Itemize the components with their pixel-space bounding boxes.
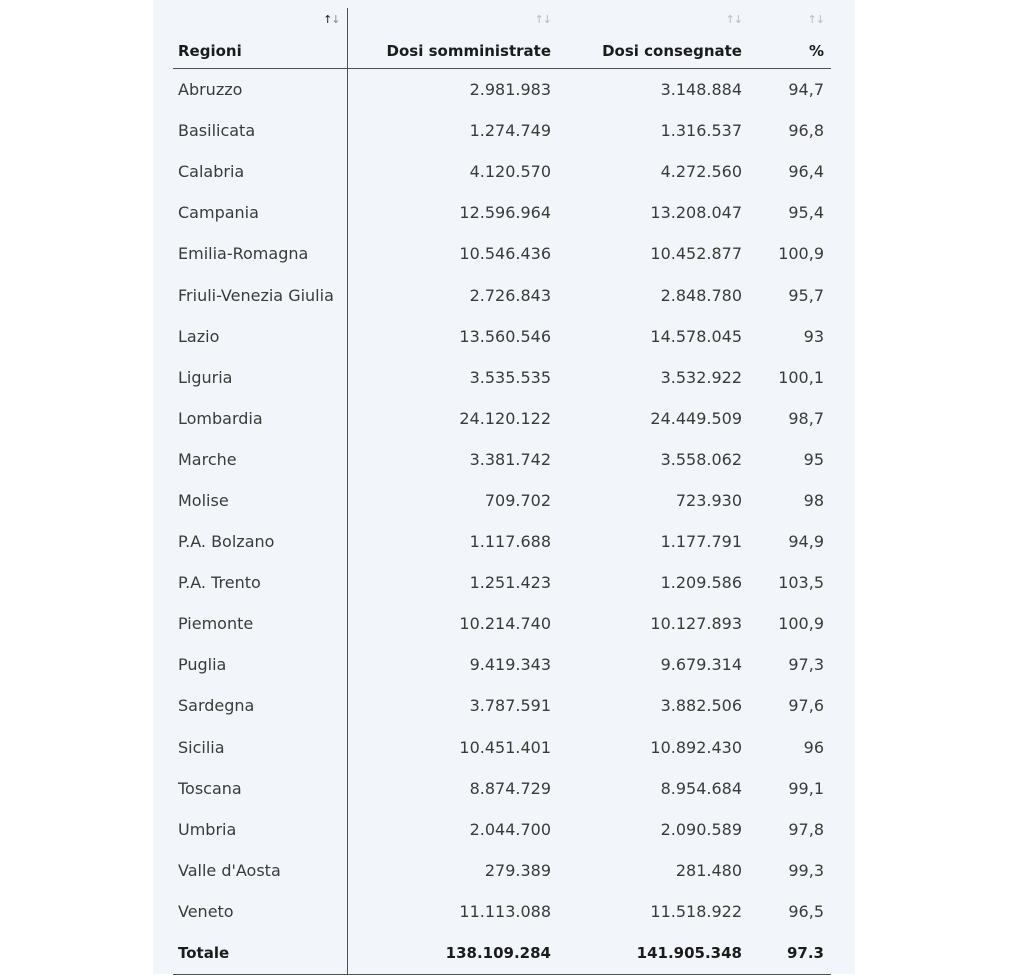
region-name: Lombardia [173,398,347,439]
doses-delivered: 24.449.509 [650,408,742,428]
table-row [173,850,831,891]
doses-delivered: 14.578.045 [650,326,742,346]
percent-value: 96,8 [788,121,824,141]
percent-value: 100,9 [778,244,824,264]
region-name: P.A. Trento [173,562,347,603]
table-row [173,685,831,726]
doses-administered: 2.981.983 [469,80,551,100]
table-row [173,562,831,603]
region-name: Molise [173,480,347,521]
total-administered: 138.109.284 [347,932,558,975]
doses-administered: 3.787.591 [469,696,551,716]
doses-delivered: 3.532.922 [660,367,742,387]
region-name: Sardegna [173,685,347,726]
column-header-percent-label: % [808,42,824,60]
percent-value: 97,6 [788,696,824,716]
total-row [173,932,831,975]
table-row [173,603,831,644]
vaccine-doses-table [173,8,831,975]
region-name: Campania [173,192,347,233]
sort-arrows-icon[interactable]: ↑↓ [323,13,340,26]
table-row [173,768,831,809]
region-name: Basilicata [173,110,347,151]
doses-administered: 1.117.688 [469,532,551,552]
table-row [173,439,831,480]
table-row [173,398,831,439]
doses-administered: 709.702 [484,490,551,510]
percent-value: 96 [803,737,824,757]
column-header-administered[interactable] [347,8,558,69]
sort-arrows-icon[interactable]: ↑↓ [534,13,551,26]
column-header-region[interactable] [173,8,347,69]
region-name: Umbria [173,809,347,850]
table-footer [173,932,831,975]
percent-value: 99,3 [788,860,824,880]
doses-administered: 24.120.122 [459,408,551,428]
table-row [173,891,831,932]
table-row [173,809,831,850]
column-header-percent[interactable] [749,8,831,69]
column-header-region-label: Regioni [178,42,242,60]
region-name: Sicilia [173,727,347,768]
header-row [173,8,831,69]
table-row [173,274,831,315]
column-header-administered-label: Dosi somministrate [386,42,551,60]
doses-delivered: 10.452.877 [650,244,742,264]
region-name: Piemonte [173,603,347,644]
doses-administered: 4.120.570 [469,162,551,182]
table-panel [153,0,855,974]
percent-value: 93 [803,326,824,346]
region-name: P.A. Bolzano [173,521,347,562]
table-row [173,110,831,151]
doses-administered: 279.389 [484,860,551,880]
doses-administered: 11.113.088 [459,901,551,921]
region-name: Valle d'Aosta [173,850,347,891]
percent-value: 95,4 [788,203,824,223]
region-name: Calabria [173,151,347,192]
doses-delivered: 9.679.314 [660,655,742,675]
table-row [173,480,831,521]
doses-administered: 2.044.700 [469,819,551,839]
table-header [173,8,831,69]
doses-delivered: 13.208.047 [650,203,742,223]
doses-delivered: 10.127.893 [650,614,742,634]
percent-value: 96,4 [788,162,824,182]
doses-administered: 10.214.740 [459,614,551,634]
doses-delivered: 1.209.586 [660,573,742,593]
percent-value: 100,1 [778,367,824,387]
table-row [173,316,831,357]
percent-value: 98 [803,490,824,510]
percent-value: 100,9 [778,614,824,634]
doses-delivered: 11.518.922 [650,901,742,921]
doses-administered: 3.535.535 [469,367,551,387]
doses-delivered: 3.558.062 [660,449,742,469]
table-row [173,192,831,233]
region-name: Marche [173,439,347,480]
table-row [173,151,831,192]
doses-delivered: 8.954.684 [660,778,742,798]
region-name: Friuli-Venezia Giulia [173,274,347,315]
percent-value: 95 [803,449,824,469]
percent-value: 95,7 [788,285,824,305]
percent-value: 103,5 [778,573,824,593]
doses-delivered: 281.480 [675,860,742,880]
percent-value: 98,7 [788,408,824,428]
total-percent: 97.3 [749,932,831,975]
table-row [173,644,831,685]
doses-delivered: 2.848.780 [660,285,742,305]
doses-delivered: 2.090.589 [660,819,742,839]
table-body [173,69,831,932]
doses-administered: 10.451.401 [459,737,551,757]
doses-delivered: 1.316.537 [660,121,742,141]
region-name: Liguria [173,357,347,398]
total-delivered: 141.905.348 [558,932,749,975]
percent-value: 94,9 [788,532,824,552]
table-row [173,357,831,398]
percent-value: 97,3 [788,655,824,675]
doses-delivered: 1.177.791 [660,532,742,552]
doses-delivered: 723.930 [675,490,742,510]
column-header-delivered[interactable] [558,8,749,69]
percent-value: 99,1 [788,778,824,798]
doses-administered: 1.251.423 [469,573,551,593]
doses-administered: 10.546.436 [459,244,551,264]
doses-delivered: 3.882.506 [660,696,742,716]
region-name: Emilia-Romagna [173,233,347,274]
table-row [173,521,831,562]
doses-administered: 1.274.749 [469,121,551,141]
doses-administered: 8.874.729 [469,778,551,798]
region-name: Abruzzo [173,69,347,111]
table-row [173,233,831,274]
doses-delivered: 3.148.884 [660,80,742,100]
percent-value: 97,8 [788,819,824,839]
doses-administered: 13.560.546 [459,326,551,346]
total-label: Totale [173,932,347,975]
region-name: Veneto [173,891,347,932]
doses-administered: 2.726.843 [469,285,551,305]
table-row [173,727,831,768]
table-row [173,69,831,111]
region-name: Toscana [173,768,347,809]
sort-arrows-icon[interactable]: ↑↓ [807,13,824,26]
region-name: Lazio [173,316,347,357]
sort-arrows-icon[interactable]: ↑↓ [725,13,742,26]
doses-delivered: 10.892.430 [650,737,742,757]
region-name: Puglia [173,644,347,685]
doses-administered: 9.419.343 [469,655,551,675]
doses-administered: 3.381.742 [469,449,551,469]
column-header-delivered-label: Dosi consegnate [602,42,742,60]
doses-administered: 12.596.964 [459,203,551,223]
percent-value: 96,5 [788,901,824,921]
doses-delivered: 4.272.560 [660,162,742,182]
percent-value: 94,7 [788,80,824,100]
